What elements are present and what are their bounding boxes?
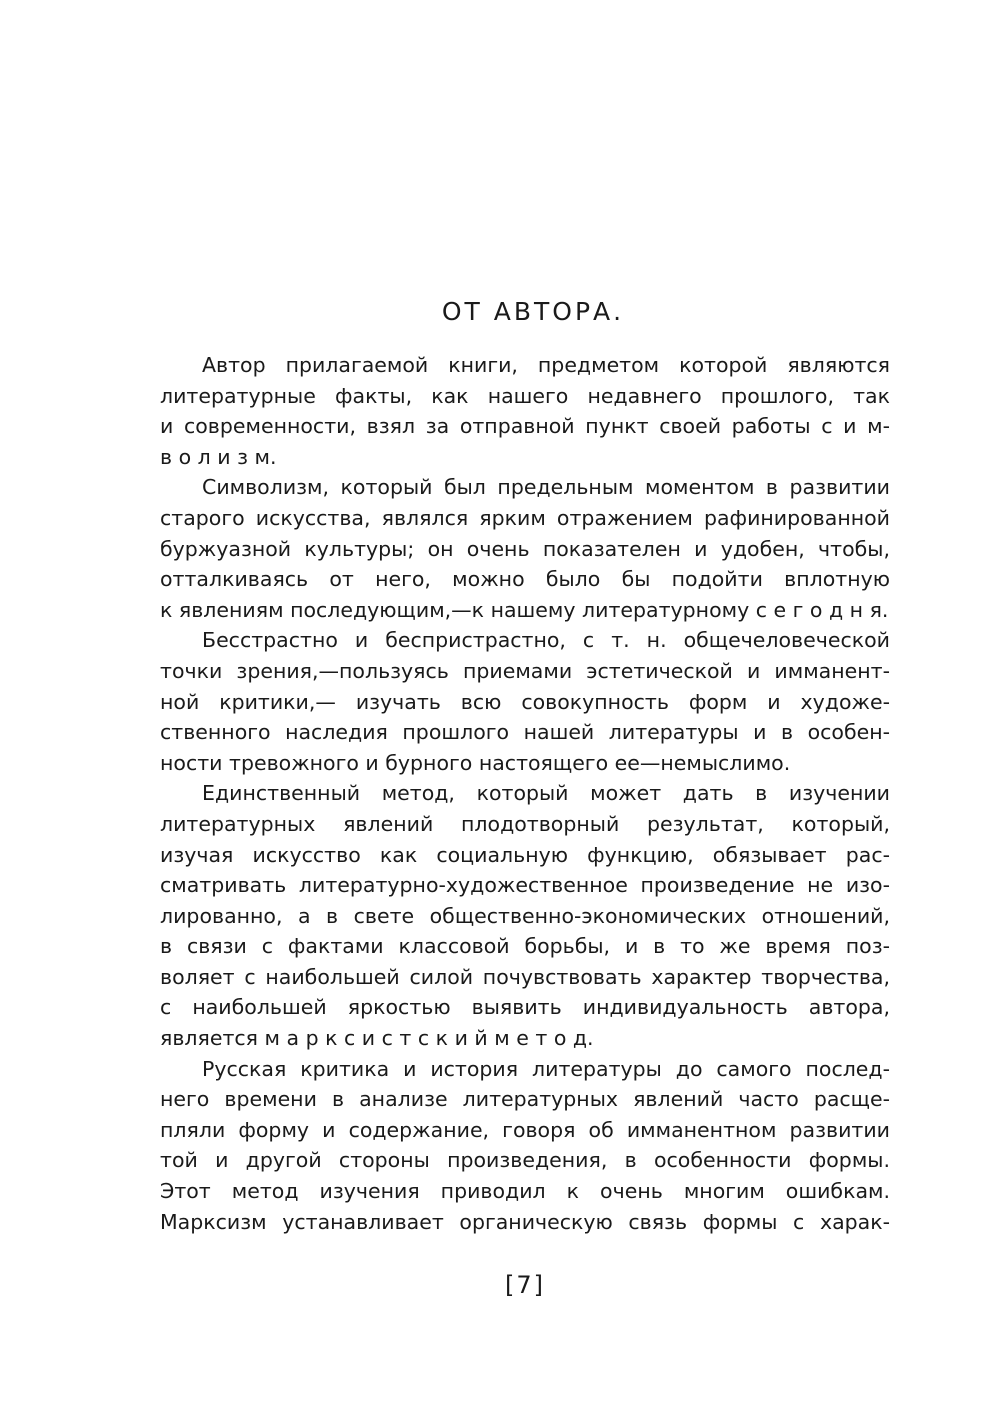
text-line: является м а р к с и с т с к и й м е т о д. xyxy=(160,1026,594,1051)
text-line: старого искусства, являлся ярким отражением рафинированной xyxy=(160,505,890,530)
body-text xyxy=(160,350,890,1237)
text-line: с наибольшей яркостью выявить индивидуальность автора, xyxy=(160,995,890,1020)
text-line: ности тревожного и бурного настоящего ее—немыслимо. xyxy=(160,750,791,775)
text-line: литературных явлений плодотворный результат, который, xyxy=(160,811,890,836)
text-line: Автор прилагаемой книги, предметом которой являются xyxy=(202,353,890,377)
text-line: лированно, а в свете общественно-экономических отношений, xyxy=(160,903,890,928)
text-line: в о л и з м. xyxy=(160,444,277,469)
text-line: ной критики,— изучать всю совокупность форм и художе- xyxy=(160,689,890,714)
text-line: Этот метод изучения приводил к очень многим ошибкам. xyxy=(160,1179,890,1204)
text-line: изучая искусство как социальную функцию, обязывает рас- xyxy=(160,842,890,867)
text-line: воляет с наибольшей силой почувствовать характер творчества, xyxy=(160,964,890,989)
text-line: Бесстрастно и беспристрастно, с т. н. общечеловеческой xyxy=(202,628,890,653)
text-line: литературные факты, как нашего недавнего прошлого, так xyxy=(160,383,890,408)
text-line: Марксизм устанавливает органическую связь формы с харак- xyxy=(160,1209,890,1234)
text-line: сматривать литературно-художественное произведение не изо- xyxy=(160,873,890,898)
chapter-title: ОТ АВТОРА. xyxy=(441,297,625,326)
text-line: точки зрения,—пользуясь приемами эстетической и имманент- xyxy=(160,658,890,683)
text-line: отталкиваясь от него, можно было бы подойти вплотную xyxy=(160,567,890,592)
text-line: Единственный метод, который может дать в изучении xyxy=(202,781,890,806)
page-number: [7] xyxy=(505,1271,545,1299)
text-line: той и другой стороны произведения, в особенности формы. xyxy=(160,1148,890,1173)
text-line: ственного наследия прошлого нашей литературы и в особен- xyxy=(160,720,890,745)
text-line: в связи с фактами классовой борьбы, и в то же время поз- xyxy=(160,934,890,959)
text-line: и современности, взял за отправной пункт своей работы с и м- xyxy=(160,414,890,439)
text-line: пляли форму и содержание, говоря об имманентном развитии xyxy=(160,1117,890,1142)
text-line: буржуазной культуры; он очень показателен и удобен, чтобы, xyxy=(160,536,890,561)
text-line: него времени в анализе литературных явлений часто расще- xyxy=(160,1087,890,1112)
text-line: Русская критика и история литературы до самого послед- xyxy=(202,1056,890,1081)
text-line: к явлениям последующим,—к нашему литературному с е г о д н я. xyxy=(160,597,889,622)
text-line: Символизм, который был предельным моментом в развитии xyxy=(202,475,890,500)
